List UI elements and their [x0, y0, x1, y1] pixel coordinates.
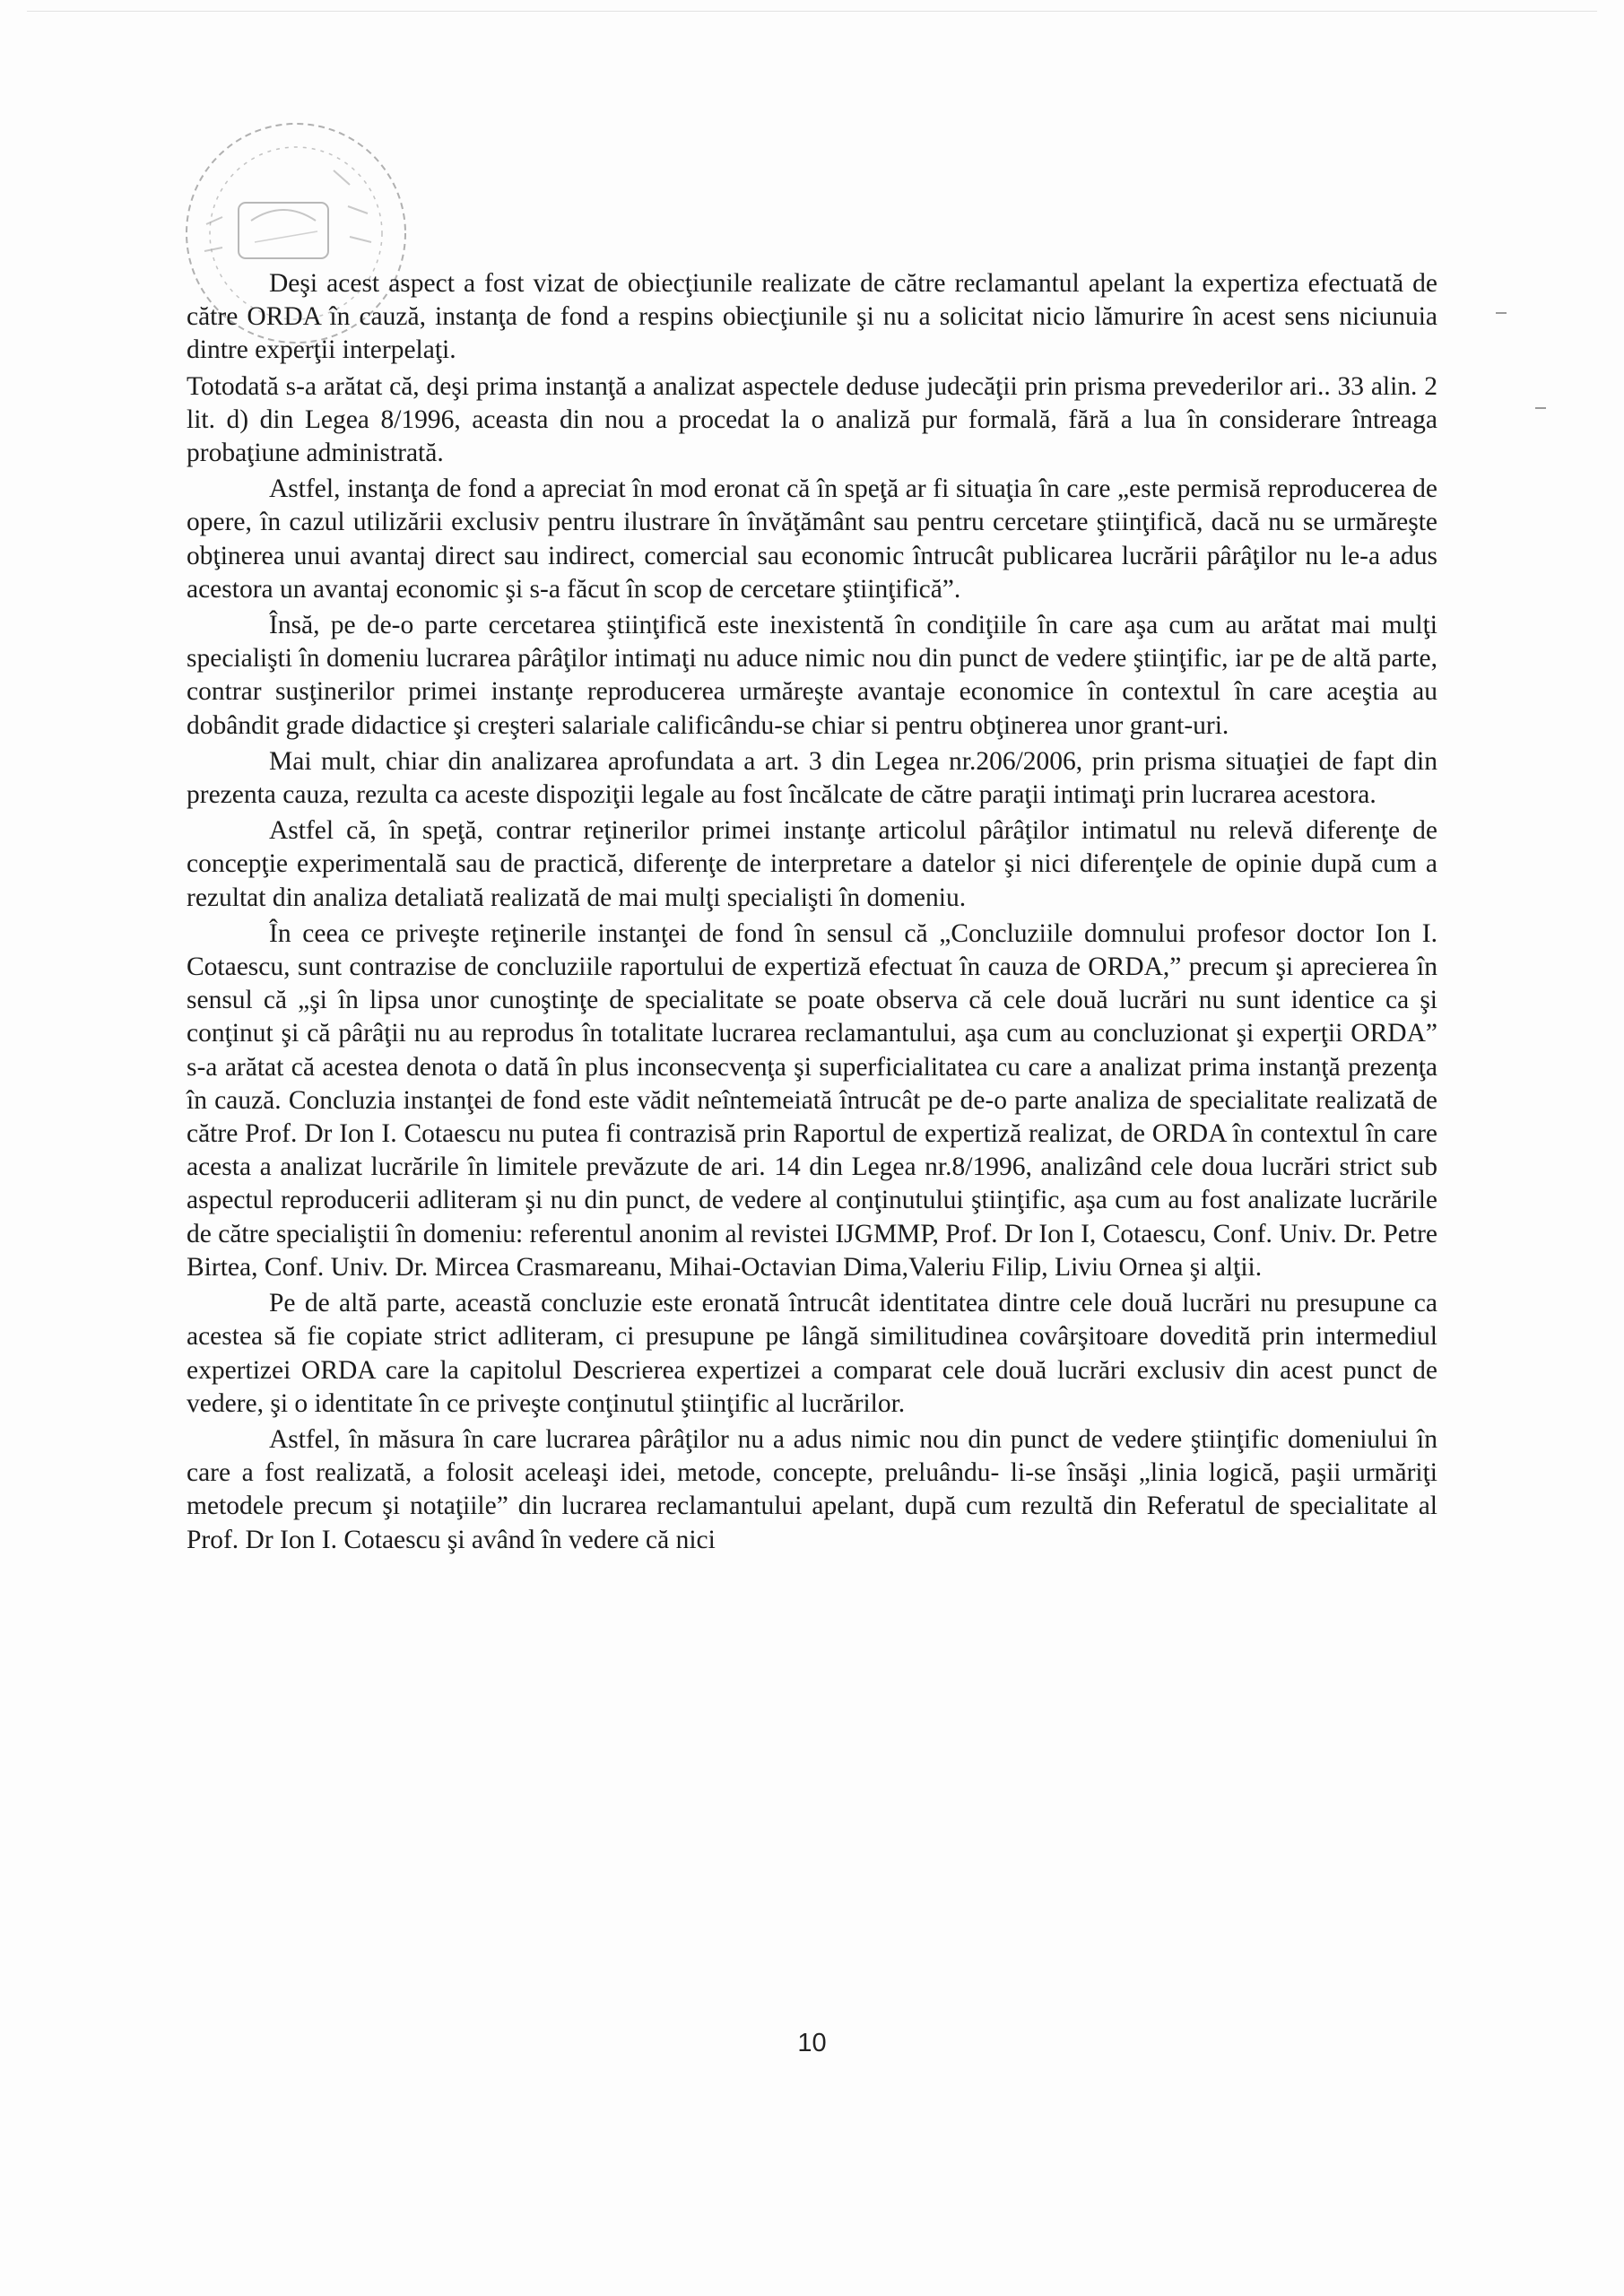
paragraph: Mai mult, chiar din analizarea aprofundata a art. 3 din Legea nr.206/2006, prin prisma situaţiei de fapt din prezenta cauza, rezulta ca aceste dispoziţii legale au fost încălcate de către paraţii intimaţi prin lucrarea acestora.: [187, 746, 1437, 810]
paragraph: Totodată s-a arătat că, deşi prima instanţă a analizat aspectele deduse judecăţii prin prisma prevederilor ari.. 33 alin. 2 lit. d) din Legea 8/1996, aceasta din nou a procedat la o analiză pur formală, fără a lua în considerare întreaga probaţiune administrată.: [187, 371, 1437, 468]
top-edge-line: [27, 11, 1597, 12]
margin-mark: [1535, 407, 1546, 409]
paragraph: Pe de altă parte, această concluzie este eronată întrucât identitatea dintre cele două lucrări nu presupune ca acestea să fie copiate strict adliteram, ci presupune pe lângă similitudinea covârşitoare dovedită prin intermediul expertizei ORDA care la capitolul Descrierea expertizei a comparat cele două lucrări exclusiv din acest punct de vedere, şi o identitate în ce priveşte conţinutul ştiinţific al lucrărilor.: [187, 1289, 1437, 1418]
paragraph: Astfel că, în speţă, contrar reţinerilor primei instanţe articolul pârâţilor intimatul nu relevă diferenţe de concepţie experimentală sau de practică, diferenţe de interpretare a datelor şi nici diferenţele de opinie după cum a rezultat din analiza detaliată realizată de mai mulţi specialişti în domeniu.: [187, 816, 1437, 912]
paragraph: Deşi acest aspect a fost vizat de obiecţiunile realizate de către reclamantul apelant la expertiza efectuată de către ORDA în cauză, instanţa de fond a respins obiecţiunile şi nu a solicitat nicio lămurire în acest sens niciunuia dintre experţii interpelaţi.: [187, 269, 1437, 365]
margin-mark: [1496, 312, 1507, 314]
paragraph: Însă, pe de-o parte cercetarea ştiinţifică este inexistentă în condiţiile în care aşa cum au arătat mai mulţi specialişti în domeniu lucrarea pârâţilor intimaţi nu aduce nimic nou din punct de vedere ştiinţific, iar pe de altă parte, contrar susţinerilor primei instanţe reproducerea urmăreşte avantaje economice în contextul în care aceştia au dobândit grade didactice şi creşteri salariale calificându-se chiar si pentru obţinerea unor grant-uri.: [187, 611, 1437, 740]
paragraph: Astfel, instanţa de fond a apreciat în mod eronat că în speţă ar fi situaţia în care „este permisă reproducerea de opere, în cazul utilizării exclusiv pentru ilustrare în învăţământ sau pentru cercetare ştiinţifică, dacă nu se urmăreşte obţinerea unui avantaj direct sau indirect, comercial sau economic întrucât publicarea lucrării pârâţilor nu le-a adus acestora un avantaj economic şi s-a făcut în scop de cercetare ştiinţifică”.: [187, 474, 1437, 604]
page-number: 10: [797, 2029, 827, 2057]
paragraph: Astfel, în măsura în care lucrarea pârâţilor nu a adus nimic nou din punct de vedere ştiinţific domeniului în care a fost realizată, a folosit aceleaşi idei, metode, concepte, preluându- li-se însăşi „linia logică, paşii urmăriţi metodele precum şi notaţiile” din lucrarea reclamantului apelant, după cum rezultă din Referatul de specialitate al Prof. Dr Ion I. Cotaescu şi având în vedere că nici: [187, 1424, 1437, 1554]
document-body: [187, 267, 1437, 1560]
paragraph: În ceea ce priveşte reţinerile instanţei de fond în sensul că „Concluziile domnului profesor doctor Ion I. Cotaescu, sunt contrazise de concluziile raportului de expertiză efectuat în cauza de ORDA,” precum şi aprecierea în sensul că „şi în lipsa unor cunoştinţe de specialitate se poate observa că cele două lucrări nu sunt identice ca şi conţinut şi că pârâţii nu au reprodus în totalitate lucrarea reclamantului, aşa cum au concluzionat şi experţii ORDA” s-a arătat că acestea denota o dată în plus inconsecvenţa şi superficialitatea cu care a analizat prima instanţă prezenţa în cauză. Concluzia instanţei de fond este vădit neîntemeiată întrucât pe de-o parte analiza de specialitate realizată de către Prof. Dr Ion I. Cotaescu nu putea fi contrazisă prin Raportul de expertiză realizat, de ORDA în contextul în care acesta a analizat lucrările în limitele prevăzute de ari. 14 din Legea nr.8/1996, analizând cele doua lucrări strict sub aspectul reproducerii adliteram şi nu din punct, de vedere al conţinutului ştiinţific, aşa cum au fost analizate lucrările de către specialiştii în domeniu: referentul anonim al revistei IJGMMP, Prof. Dr Ion I, Cotaescu, Conf. Univ. Dr. Petre Birtea, Conf. Univ. Dr. Mircea Crasmareanu, Mihai-Octavian Dima,Valeriu Filip, Liviu Ornea şi alţii.: [187, 918, 1437, 1282]
